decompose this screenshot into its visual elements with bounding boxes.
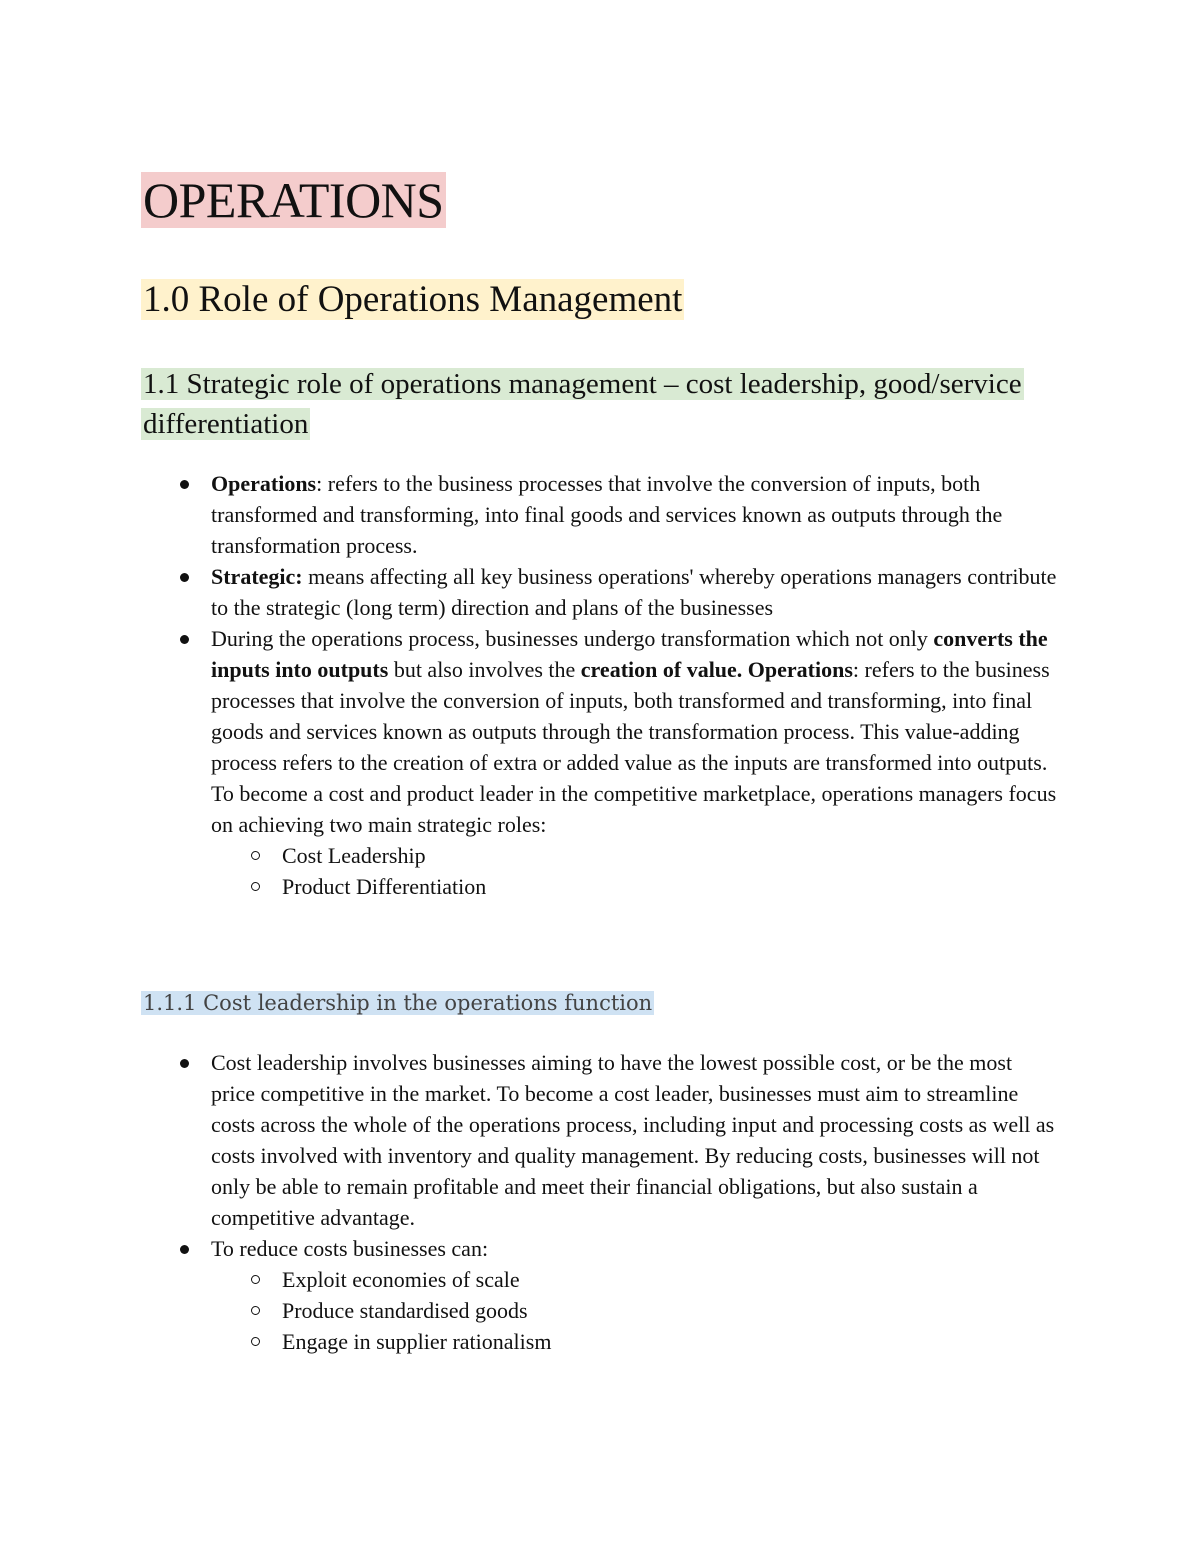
list-item [141, 1047, 1061, 1233]
list-item [141, 1233, 1061, 1357]
sub-item-text: Exploit economies of scale [282, 1267, 520, 1292]
title-text: OPERATIONS [143, 172, 444, 228]
heading-1 [141, 276, 684, 324]
bullet-list-cost-leadership [141, 1047, 1061, 1357]
bullet-icon [180, 573, 189, 582]
heading-3 [141, 986, 654, 1020]
sub-list [211, 840, 1061, 902]
heading-2-text: 1.1 Strategic role of operations management – cost leadership, good/service differentiation [143, 368, 1022, 440]
sub-item-text: Product Differentiation [282, 874, 487, 899]
hollow-bullet-icon [251, 1275, 260, 1284]
bold-phrase: creation of value. Operations [580, 657, 853, 682]
paragraph-text: To reduce costs businesses can: [211, 1236, 489, 1261]
hollow-bullet-icon [251, 882, 260, 891]
sub-item-text: Produce standardised goods [282, 1298, 528, 1323]
sub-list-item [211, 1295, 1061, 1326]
list-item [141, 623, 1061, 902]
bullet-icon [180, 480, 189, 489]
document-title [141, 170, 446, 230]
bullet-icon [180, 635, 189, 644]
heading-2 [141, 364, 1041, 444]
heading-3-text: 1.1.1 Cost leadership in the operations function [143, 991, 653, 1015]
bold-phrase: converts the inputs into outputs [211, 626, 1048, 682]
paragraph-text: Cost leadership involves businesses aiming to have the lowest possible cost, or be the most price competitive in the market. To become a cost leader, businesses must aim to streamline costs across the whole of the operations process, including input and processing costs as well as costs involved with inventory and quality management. By reducing costs, businesses will not only be able to remain profitable and meet their financial obligations, but also sustain a competitive advantage. [211, 1050, 1055, 1230]
bullet-list-strategic-role [141, 468, 1061, 902]
paragraph-text: During the operations process, businesses undergo transformation which not only [211, 626, 934, 651]
sub-item-text: Engage in supplier rationalism [282, 1329, 552, 1354]
bullet-icon [180, 1245, 189, 1254]
sub-list-item [211, 871, 1061, 902]
list-item [141, 561, 1061, 623]
hollow-bullet-icon [251, 1337, 260, 1346]
sub-list-item [211, 1326, 1061, 1357]
bullet-icon [180, 1059, 189, 1068]
definition-text: : refers to the business processes that involve the conversion of inputs, both transformed and transforming, into final goods and services known as outputs through the transformation process. [211, 471, 1003, 558]
paragraph-text: : refers to the business processes that involve the conversion of inputs, both transformed and transforming, into final goods and services known as outputs through the transformation process. This value-adding process refers to the creation of extra or added value as the inputs are transformed into outputs. To become a cost and product leader in the competitive marketplace, operations managers focus on achieving two main strategic roles: [211, 657, 1057, 837]
sub-list-item [211, 840, 1061, 871]
term-strategic: Strategic: [211, 564, 303, 589]
heading-1-text: 1.0 Role of Operations Management [143, 279, 683, 320]
term-operations: Operations [211, 471, 317, 496]
paragraph-text: but also involves the [388, 657, 581, 682]
sub-list [211, 1264, 1061, 1357]
definition-text: means affecting all key business operations' whereby operations managers contribute to the strategic (long term) direction and plans of the businesses [211, 564, 1057, 620]
hollow-bullet-icon [251, 1306, 260, 1315]
sub-list-item [211, 1264, 1061, 1295]
list-item [141, 468, 1061, 561]
sub-item-text: Cost Leadership [282, 843, 426, 868]
hollow-bullet-icon [251, 851, 260, 860]
